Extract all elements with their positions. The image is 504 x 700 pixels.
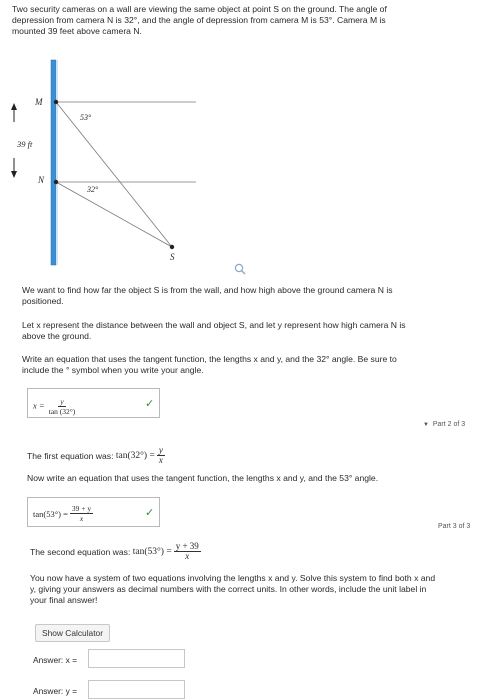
wall <box>51 60 56 265</box>
camera-n-point <box>54 180 58 184</box>
answer-1-expression <box>33 397 77 416</box>
part-3-line-3: your final answer! <box>30 595 98 605</box>
label-s: S <box>170 252 175 262</box>
label-m: M <box>35 97 43 107</box>
instruction-block <box>22 354 492 376</box>
check-icon: ✓ <box>145 398 155 410</box>
intro-line-3: Let x represent the distance between the wall and object S, and let y represent how high camera N is <box>22 320 406 330</box>
camera-m-point <box>54 100 58 104</box>
intro-line-1: We want to find how far the object S is from the wall, and how high above the ground camera N is <box>22 285 393 295</box>
wall-edge <box>56 60 58 265</box>
zoom-icon[interactable] <box>234 263 246 275</box>
collapse-icon[interactable]: ▼ <box>423 422 429 428</box>
answer-2-expression <box>33 504 93 523</box>
part-3-line-2: y, giving your answers as decimal numbers with the correct units. In other words, include the unit label in <box>30 584 427 594</box>
second-eq-lhs: tan(53°) = <box>132 546 172 557</box>
answer-y-input[interactable] <box>88 680 185 699</box>
answer-2-box[interactable] <box>27 497 160 527</box>
intro-line-4: above the ground. <box>22 331 92 341</box>
answer-2-numerator: 39 + y <box>71 504 92 513</box>
intro-block <box>22 285 492 307</box>
answer-2-denominator: x <box>79 514 84 523</box>
problem-line-3: mounted 39 feet above camera N. <box>12 26 142 36</box>
answer-1-lhs: x = <box>33 400 45 411</box>
object-s-point <box>170 245 174 249</box>
part-3-instruction <box>30 573 492 606</box>
intro-line-5: Write an equation that uses the tangent function, the lengths x and y, and the 32° angle. Be sure to <box>22 354 397 364</box>
answer-x-label: Answer: x = <box>33 655 77 665</box>
intro-line-2: positioned. <box>22 296 64 306</box>
label-angle-32: 32° <box>87 185 99 194</box>
problem-statement <box>12 4 492 37</box>
answer-2-lhs: tan(53°) = <box>33 508 68 519</box>
sight-line-n <box>56 182 172 247</box>
first-eq-numerator: y <box>158 445 163 455</box>
answer-x-input[interactable] <box>88 649 185 668</box>
label-n: N <box>38 175 45 185</box>
camera-diagram <box>0 50 260 280</box>
problem-line-1: Two security cameras on a wall are viewing the same object at point S on the ground. The angle of <box>12 4 387 14</box>
show-calculator-button[interactable]: Show Calculator <box>35 624 110 642</box>
second-eq-denominator: x <box>185 551 190 561</box>
answer-1-numerator: y <box>60 397 64 406</box>
second-equation <box>30 542 201 561</box>
arrow-head-down <box>11 171 17 178</box>
sight-line-m <box>56 102 172 247</box>
part-2-text: Part 2 of 3 <box>432 421 466 428</box>
variables-block <box>22 320 492 342</box>
label-angle-53: 53° <box>80 113 92 122</box>
first-eq-lhs: tan(32°) = <box>115 450 155 461</box>
part-3-line-1: You now have a system of two equations involving the lengths x and y. Solve this system to find both x and <box>30 573 436 583</box>
answer-1-denominator: tan (32°) <box>48 407 76 416</box>
check-icon: ✓ <box>145 507 155 519</box>
arrow-head-up <box>11 103 17 110</box>
answer-y-label: Answer: y = <box>33 686 77 696</box>
answer-1-box[interactable] <box>27 388 160 418</box>
part-3-label: Part 3 of 3 <box>438 523 471 530</box>
intro-line-6: include the ° symbol when you write your angle. <box>22 365 204 375</box>
part-2-label <box>423 421 465 428</box>
second-eq-text: The second equation was: <box>30 546 131 557</box>
first-eq-denominator: x <box>158 455 163 465</box>
part-2-instruction: Now write an equation that uses the tangent function, the lengths x and y, and the 53° angle. <box>27 473 379 483</box>
first-eq-text: The first equation was: <box>27 450 114 461</box>
first-equation <box>27 446 165 465</box>
second-eq-numerator: y + 39 <box>175 541 199 551</box>
problem-line-2: depression from camera N is 32°, and the angle of depression from camera M is 53°. Camera M is <box>12 15 386 25</box>
label-height: 39 ft <box>17 139 33 149</box>
